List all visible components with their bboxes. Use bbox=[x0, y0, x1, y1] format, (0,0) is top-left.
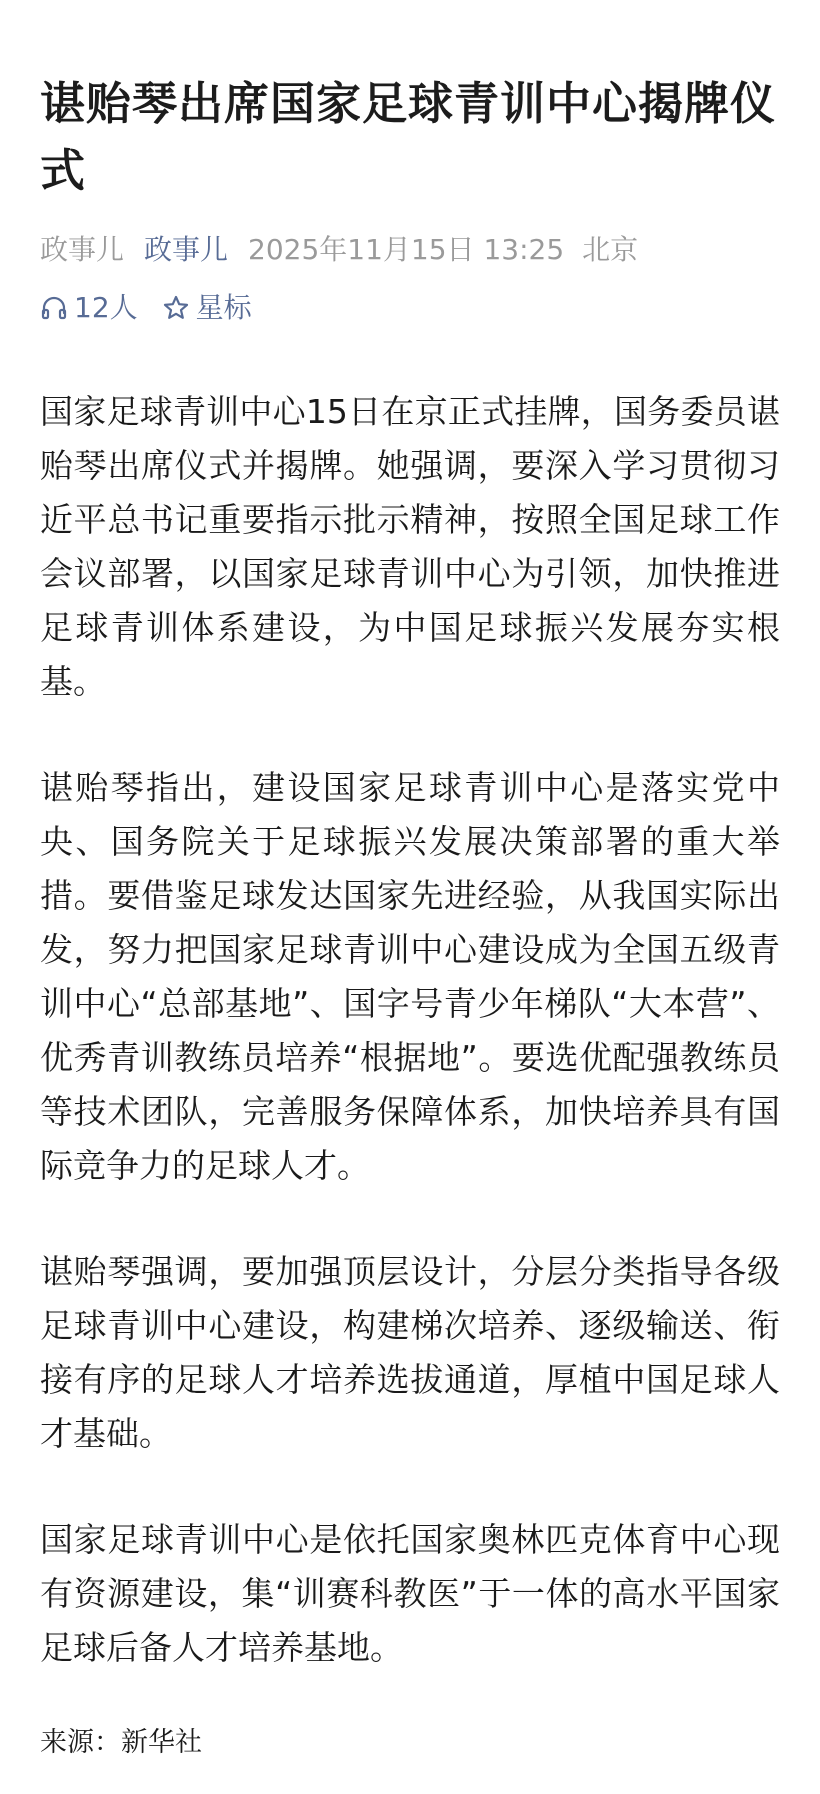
article-paragraph: 国家足球青训中心15日在京正式挂牌，国务委员谌贻琴出席仪式并揭牌。她强调，要深入学习贯彻习近平总书记重要指示批示精神，按照全国足球工作会议部署，以国家足球青训中心为引领，加快推进足球青训体系建设，为中国足球振兴发展夯实根基。 bbox=[40, 392, 780, 701]
listen-button[interactable] bbox=[40, 288, 138, 328]
article-title: 谌贻琴出席国家足球青训中心揭牌仪式 bbox=[40, 77, 777, 197]
article-paragraph: 谌贻琴强调，要加强顶层设计，分层分类指导各级足球青训中心建设，构建梯次培养、逐级输送、衔接有序的足球人才培养选拔通道，厚植中国足球人才基础。 bbox=[40, 1252, 780, 1453]
account-link[interactable]: 政事儿 bbox=[144, 233, 229, 266]
star-button[interactable] bbox=[162, 288, 252, 328]
article-meta bbox=[40, 230, 780, 270]
listen-count: 12人 bbox=[74, 291, 138, 324]
star-label: 星标 bbox=[195, 291, 252, 324]
publish-datetime: 2025年11月15日 13:25 bbox=[248, 233, 565, 266]
article-actions bbox=[40, 288, 780, 328]
article-body bbox=[40, 385, 780, 1675]
publish-location: 北京 bbox=[582, 233, 639, 266]
article-paragraph: 谌贻琴指出，建设国家足球青训中心是落实党中央、国务院关于足球振兴发展决策部署的重大举措。要借鉴足球发达国家先进经验，从我国实际出发，努力把国家足球青训中心建设成为全国五级青训中心“总部基地”、国字号青少年梯队“大本营”、优秀青训教练员培养“根据地”。要选优配强教练员等技术团队，完善服务保障体系，加快培养具有国际竞争力的足球人才。 bbox=[40, 768, 780, 1185]
article-paragraph: 国家足球青训中心是依托国家奥林匹克体育中心现有资源建设，集“训赛科教医”于一体的高水平国家足球后备人才培养基地。 bbox=[40, 1520, 780, 1667]
star-outline-icon bbox=[162, 294, 190, 322]
author-name: 政事儿 bbox=[40, 233, 125, 266]
article-source: 来源：新华社 bbox=[40, 1727, 202, 1758]
headphones-icon bbox=[40, 294, 68, 322]
